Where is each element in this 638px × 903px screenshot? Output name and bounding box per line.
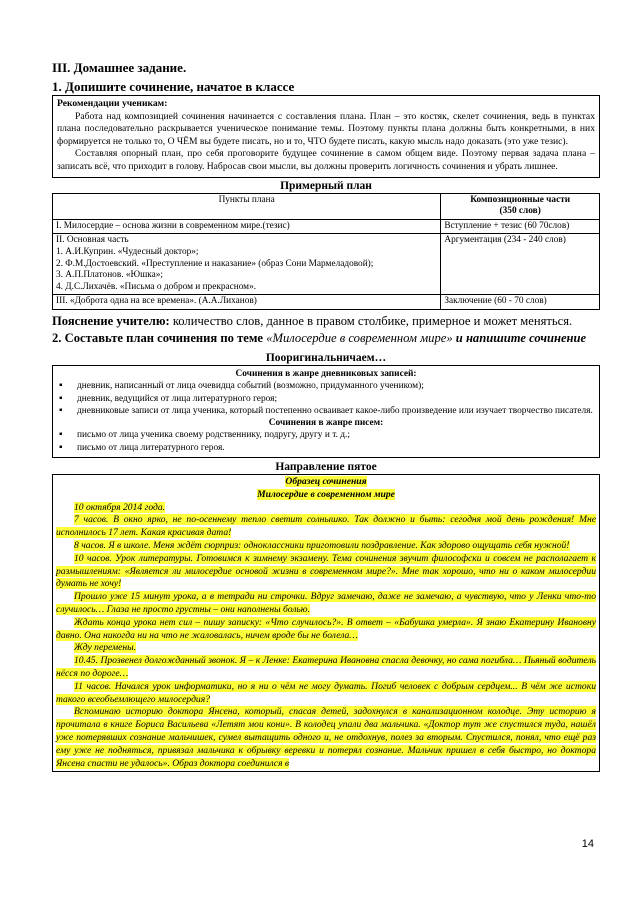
diary-item: ▪ дневник, ведущийся от лица литературного героя; (57, 393, 595, 405)
plan-item: 1. А.И.Куприн. «Чудесный доктор»; (56, 246, 199, 257)
original-box (52, 365, 600, 458)
plan-row2-left (53, 234, 441, 295)
section-title: III. Домашнее задание. (52, 60, 187, 75)
essay-paragraph: Жду перемены. (74, 642, 137, 654)
task2-topic: «Милосердие в современном мире» (266, 331, 453, 346)
plan-header-row (53, 193, 600, 219)
letters-title: Сочинения в жанре писем: (268, 418, 384, 429)
plan-item: 3. А.П.Платонов. «Юшка»; (56, 270, 163, 281)
recommendations-p2: Составляя опорный план, про себя проговорите будущее сочинение в самом общем виде. Поэтому первая задача плана – записать всё, что приходит в голову. Набросав свои мысли, вы должны проверить логичность сочинения и убрать лишнее. (57, 148, 595, 172)
diary-item: ▪ дневник, написанный от лица очевидца событий (возможно, придуманного учеником); (57, 380, 595, 392)
diary-item: ▪ дневниковые записи от лица ученика, который постепенно осваивает какое-либо произведение или изучает творчество писателя. (57, 405, 595, 417)
page-number: 14 (581, 838, 594, 850)
sample-label: Образец сочинения (285, 475, 367, 487)
plan-row1-right: Вступление + тезис (60 70слов) (441, 219, 600, 234)
plan-row (53, 295, 600, 310)
task2-suffix: и напишите сочинение (452, 331, 587, 346)
sample-essay-box (52, 474, 600, 772)
essay-paragraph: Вспоминаю историю доктора Янсена, который, спасая детей, задохнулся в канализационном колодце. Эту историю я прочитала в книге Бориса Васильева «Летят мои кони». В колодец упали два мальчика. «Доктор тут же спустился туда, нашёл уже потерявших сознание мальчишек, сумел вытащить одного и, не отдохнув, полез за вторым. Спустился, понял, что ещё раз ему уже не подняться, привязал мальчика к обрывку веревки и потерял сознание. Мальчик пришел в себя быстро, но доктора Янсена спасти не удалось». Образ доктора соединился в (56, 706, 596, 769)
plan-row3-left: III. «Доброта одна на все времена». (А.А.Лиханов) (53, 295, 441, 310)
essay-paragraph: 10 октября 2014 года. (74, 501, 166, 513)
recommendations-box (52, 95, 600, 178)
task2 (52, 331, 600, 347)
task2-prefix: 2. Составьте план сочинения по теме (52, 331, 267, 346)
letter-item: ▪ письмо от лица литературного героя. (57, 442, 595, 454)
plan-col-parts (441, 193, 600, 219)
essay-paragraph: 7 часов. В окно ярко, не по-осеннему тепло светит солнышко. Так должно и быть: сегодня мой день рождения! Мне исполнилось 17 лет. Какая красивая дата! (56, 514, 596, 539)
direction-title: Направление пятое (275, 460, 377, 473)
essay-paragraph: Прошло уже 15 минут урока, а в тетради ни строчки. Вдруг замечаю, даже не замечаю, а чувствую, что у Ленки что-то случилось… Глаза не просто грустны – они наполнены болью. (56, 591, 596, 615)
recommendations-p1: Работа над композицией сочинения начинается с составления плана. План – это костяк, скелет сочинения, ведь в пунктах плана последовательно раскрывается ученическое понимание темы. Поэтому пункты плана должны быть конкретными, в них формируется не только то, О ЧЁМ вы будете писать, но и то, ЧТО будете писать, какую мысль надо доказать (это уже тезис). (57, 110, 595, 147)
task1-title: 1. Допишите сочинение, начатое в классе (52, 79, 295, 94)
plan-row2-head: II. Основная часть (56, 235, 129, 246)
essay-paragraph: 10 часов. Урок литературы. Готовимся к зимнему экзамену. Тема сочинения звучит философски и совсем не располагает к размышлениям: «Является ли милосердие основой жизни в современном мире?». Мне так хорошо, что ни о каком милосердии думать не хочу! (56, 552, 596, 590)
plan-item: 4. Д.С.Лихачёв. «Письма о добром и прекрасном». (56, 281, 257, 292)
teacher-note-text: количество слов, данное в правом столбике, примерное и может меняться. (169, 313, 573, 328)
recommendations-label: Рекомендации ученикам: (57, 98, 168, 109)
plan-row2-right: Аргументация (234 - 240 слов) (441, 234, 600, 295)
plan-col-points: Пункты плана (53, 193, 441, 219)
essay-paragraph: 8 часов. Я в школе. Меня ждёт сюрприз: одноклассники приготовили поздравление. Как здорово ощущать себя нужной! (74, 539, 570, 551)
plan-item: 2. Ф.М.Достоевский. «Преступление и наказание» (образ Сони Мармеладовой); (56, 258, 374, 269)
essay-paragraph: 10.45. Прозвенел долгожданный звонок. Я – к Ленке: Екатерина Ивановна спасла девочку, но сама погибла… Пьяный водитель нёсся по дороге… (56, 655, 596, 679)
document-page (52, 60, 600, 772)
essay-paragraph: 11 часов. Начался урок информатики, но я ни о чём не могу думать. Погиб человек с добрым сердцем... В чём же истоки такого всеобъемлющего милосердия? (56, 680, 596, 705)
plan-row (53, 234, 600, 295)
plan-col-parts-label: Композиционные части (470, 194, 571, 205)
plan-row3-right: Заключение (60 - 70 слов) (441, 295, 600, 310)
sample-topic: Милосердие в современном мире (257, 488, 395, 500)
plan-title: Примерный план (280, 179, 372, 192)
plan-row1-left: I. Милосердие – основа жизни в современном мире.(тезис) (53, 219, 441, 234)
teacher-note (52, 314, 600, 330)
plan-row (53, 219, 600, 234)
letter-item: ▪ письмо от лица ученика своему родственнику, подругу, другу и т. д.; (57, 429, 595, 441)
teacher-note-label: Пояснение учителю: (52, 313, 170, 328)
plan-col-parts-count: (350 слов) (499, 206, 541, 217)
diary-title: Сочинения в жанре дневниковых записей: (235, 368, 417, 379)
essay-paragraph: Ждать конца урока нет сил – пишу записку: «Что случилось?». В ответ – «Бабушка умерла». Я знаю Екатерину Ивановну давно. Она никогда ни на что не жаловалась, ничем вроде бы не болела… (56, 616, 596, 641)
plan-table (52, 193, 600, 310)
original-title: Пооригинальничаем… (265, 351, 387, 364)
